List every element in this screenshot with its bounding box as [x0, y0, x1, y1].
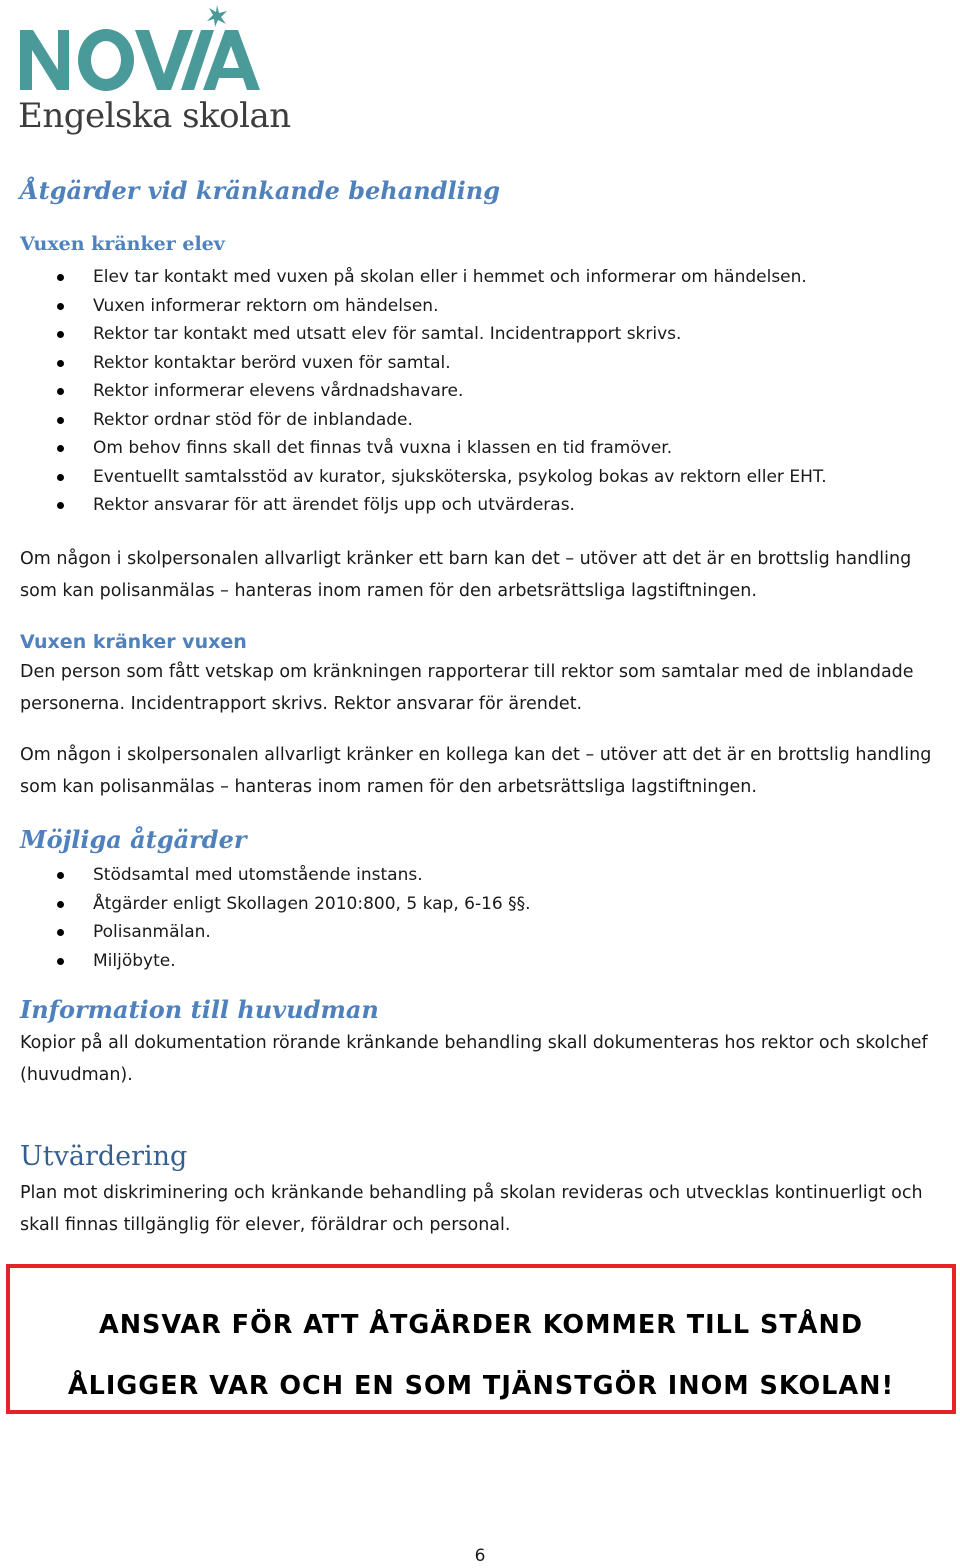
bullet-icon — [57, 445, 64, 452]
bullet-icon — [57, 303, 64, 310]
list-item: Rektor tar kontakt med utsatt elev för samtal. Incidentrapport skrivs. — [0, 320, 827, 349]
list-item: Rektor ansvarar för att ärendet följs upp och utvärderas. — [0, 491, 827, 520]
list-item: Om behov finns skall det finnas två vuxna i klassen en tid framöver. — [0, 434, 827, 463]
utvardering-text: Plan mot diskriminering och kränkande behandling på skolan revideras och utvecklas kontinuerligt och skall finnas tillgänglig för elever, föräldrar och personal. — [20, 1183, 923, 1235]
bullet-icon — [57, 901, 64, 908]
bullet-icon — [57, 474, 64, 481]
bullet-icon — [57, 929, 64, 936]
page-number: 6 — [474, 1546, 486, 1566]
bullet-icon — [57, 958, 64, 965]
bullet-icon — [57, 388, 64, 395]
section-title-atgarder: Åtgärder vid kränkande behandling — [20, 176, 500, 205]
logo-subtitle: Engelska skolan — [18, 96, 291, 136]
list-item: Miljöbyte. — [0, 947, 531, 976]
section-title-utvardering: Utvärdering — [20, 1141, 188, 1172]
section-title-information: Information till huvudman — [20, 995, 379, 1024]
bullet-icon — [57, 331, 64, 338]
vuxen-vuxen-text: Den person som fått vetskap om kränkningen rapporterar till rektor som samtalar med de inblandade personerna. Incidentrapport skrivs. Rektor ansvarar för ärendet. — [20, 662, 914, 714]
section-title-mojliga: Möjliga åtgärder — [20, 825, 247, 854]
list-item: Rektor informerar elevens vårdnadshavare. — [0, 377, 827, 406]
warning-line-1: ANSVAR FÖR ATT ÅTGÄRDER KOMMER TILL STÅND — [98, 1310, 864, 1340]
bullet-icon — [57, 360, 64, 367]
list-item: Rektor kontaktar berörd vuxen för samtal. — [0, 349, 827, 378]
list-item: Rektor ordnar stöd för de inblandade. — [0, 406, 827, 435]
list-item: Vuxen informerar rektorn om händelsen. — [0, 292, 827, 321]
list-item: Elev tar kontakt med vuxen på skolan eller i hemmet och informerar om händelsen. — [0, 263, 827, 292]
information-text: Kopior på all dokumentation rörande kränkande behandling skall dokumenteras hos rektor och skolchef (huvudman). — [20, 1033, 928, 1085]
bullet-icon — [57, 502, 64, 509]
vuxen-elev-list — [0, 263, 827, 520]
bullet-icon — [57, 417, 64, 424]
list-item: Eventuellt samtalsstöd av kurator, sjuksköterska, psykolog bokas av rektorn eller EHT. — [0, 463, 827, 492]
list-item: Åtgärder enligt Skollagen 2010:800, 5 kap, 6-16 §§. — [0, 890, 531, 919]
bullet-icon — [57, 274, 64, 281]
heading-vuxen-elev: Vuxen kränker elev — [20, 233, 225, 255]
list-item: Stödsamtal med utomstående instans. — [0, 861, 531, 890]
warning-line-2: ÅLIGGER VAR OCH EN SOM TJÄNSTGÖR INOM SKOLAN! — [67, 1371, 895, 1401]
vuxen-elev-note: Om någon i skolpersonalen allvarligt kränker ett barn kan det – utöver att det är en brottslig handling som kan polisanmälas – hanteras inom ramen för den arbetsrättsliga lagstiftningen. — [20, 549, 912, 601]
warning-box — [6, 1264, 956, 1414]
heading-vuxen-vuxen: Vuxen kränker vuxen — [20, 631, 247, 653]
vuxen-vuxen-note: Om någon i skolpersonalen allvarligt kränker en kollega kan det – utöver att det är en brottslig handling som kan polisanmälas – hanteras inom ramen för den arbetsrättsliga lagstiftningen. — [20, 745, 932, 797]
novia-wordmark-icon — [18, 2, 263, 102]
mojliga-list — [0, 861, 531, 975]
list-item: Polisanmälan. — [0, 918, 531, 947]
bullet-icon — [57, 872, 64, 879]
